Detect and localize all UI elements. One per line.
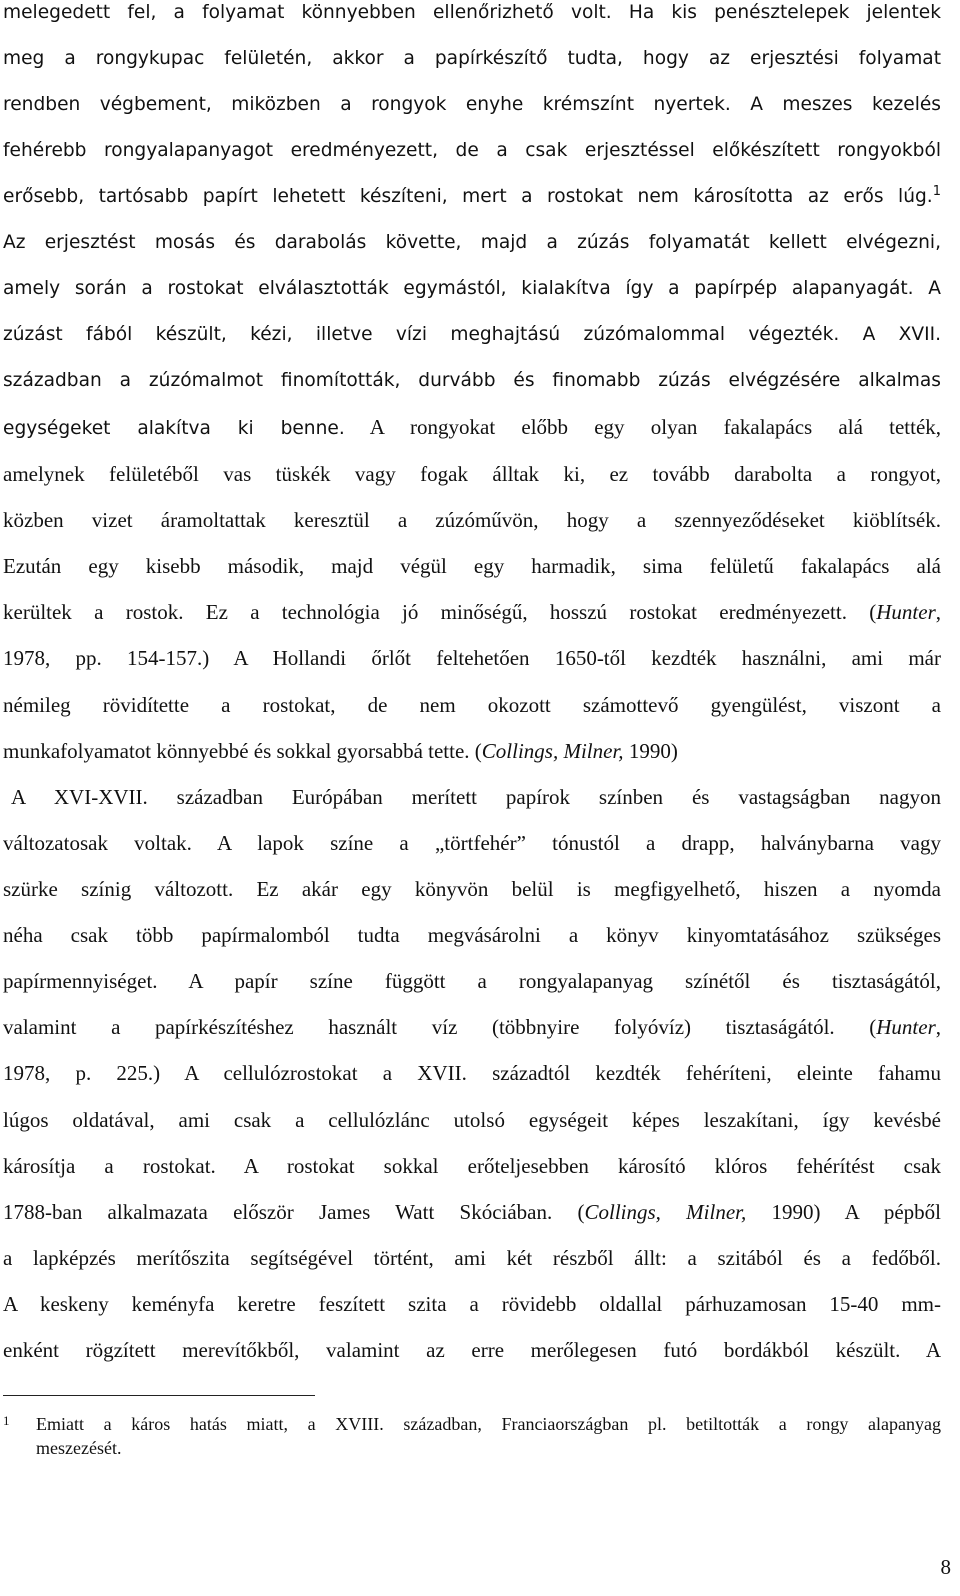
footnote-divider [3,1395,315,1396]
body-line-text: 1990) A pépből [746,1200,942,1224]
body-line [3,1014,941,1040]
body-line-text: erősebb, tartósabb papírt lehetett készíteni, mert a rostokat nem károsította az erős lúg. [3,186,933,207]
body-line [3,599,941,625]
body-line: károsítja a rostokat. A rostokat sokkal erőteljesebben károsító klóros fehérítést csak [3,1154,941,1178]
body-line: melegedett fel, a folyamat könnyebben ellenőrizhető volt. Ha kis penésztelepek jelentek [3,2,941,23]
body-line [3,738,941,764]
body-line: enként rögzített merevítőkből, valamint az erre merőlegesen futó bordákból készült. A [3,1338,941,1362]
body-line-text: egységeket alakítva ki benne. [3,418,345,439]
body-line-text: A rongyokat előbb egy olyan fakalapács alá tették, [369,415,942,439]
body-line: században a zúzómalmot finomították, durvább és finomabb zúzás elvégzésére alkalmas [3,370,941,391]
body-line: A XVI-XVII. században Európában merített papírok színben és vastagságban nagyon [11,785,941,809]
body-line: változatosak voltak. A lapok színe a „törtfehér” tónustól a drapp, halványbarna vagy [3,831,941,855]
body-line-text: , [935,1015,941,1039]
body-line: néha csak több papírmalomból tudta megvásárolni a könyv kinyomtatásához szükséges [3,923,941,947]
body-line: szürke színig változott. Ez akár egy könyvön belül is megfigyelhető, hiszen a nyomda [3,877,941,901]
body-line [3,414,941,440]
body-line: amely során a rostokat elválasztották egymástól, kialakítva így a papírpép alapanyagát. A [3,278,941,299]
body-line: zúzást fából készült, kézi, illetve vízi meghajtású zúzómalommal végezték. A XVII. [3,324,941,345]
footnote-text: meszezését. [36,1438,122,1458]
citation-author: Hunter [876,1015,936,1039]
body-line: Ezután egy kisebb második, majd végül egy harmadik, sima felületű fakalapács alá [3,554,941,578]
body-line: lúgos oldatával, ami csak a cellulózlánc utolsó egységeit képes leszakítani, így kevésbé [3,1108,941,1132]
body-line-text: valamint a papírkészítéshez használt víz (többnyire folyóvíz) tisztaságától. ( [3,1015,877,1039]
body-line-text: 1990) [623,739,678,763]
body-line: A keskeny keményfa keretre feszített szita a rövidebb oldallal párhuzamosan 15-40 mm- [3,1292,941,1316]
footnote-mark: 1 [3,1413,10,1428]
body-line: a lapképzés merítőszita segítségével történt, ami két részből állt: a szitából és a fedőből. [3,1246,941,1270]
body-line-text: kerültek a rostok. Ez a technológia jó minőségű, hosszú rostokat eredményezett. ( [3,600,877,624]
footnote-reference: 1 [932,183,941,199]
body-line-text: munkafolyamatot könnyebbé és sokkal gyorsabbá tette. ( [3,739,482,763]
body-line [3,184,941,210]
body-line: 1978, pp. 154-157.) A Hollandi őrlőt feltehetően 1650-től kezdték használni, ami már [3,646,941,670]
body-line: rendben végbement, miközben a rongyok enyhe krémszínt nyertek. A meszes kezelés [3,94,941,115]
body-line: amelynek felületéből vas tüskék vagy fogak álltak ki, ez tovább darabolta a rongyot, [3,462,941,486]
citation-author: Hunter [876,600,936,624]
page-number: 8 [940,1555,951,1579]
body-line-text: , [935,600,941,624]
footnote-text: Emiatt a káros hatás miatt, a XVIII. században, Franciaországban pl. betiltották a rongy alapanyag [36,1414,941,1434]
citation-author: Collings, Milner, [584,1200,747,1224]
body-line: 1978, p. 225.) A cellulózrostokat a XVII. századtól kezdték fehéríteni, eleinte fahamu [3,1061,941,1085]
body-line: közben vizet áramoltattak keresztül a zúzóművön, hogy a szennyeződéseket kiöblítsék. [3,508,941,532]
body-line-text: 1788-ban alkalmazata először James Watt Skóciában. ( [3,1200,585,1224]
body-line: némileg rövidítette a rostokat, de nem okozott számottevő gyengülést, viszont a [3,693,941,717]
citation-author: Collings, Milner, [481,739,624,763]
body-line: fehérebb rongyalapanyagot eredményezett, de a csak erjesztéssel előkészített rongyokból [3,140,941,161]
body-line: papírmennyiséget. A papír színe függött a rongyalapanyag színétől és tisztaságától, [3,969,941,993]
body-line [3,1199,941,1225]
body-line: meg a rongykupac felületén, akkor a papírkészítő tudta, hogy az erjesztési folyamat [3,48,941,69]
body-line: Az erjesztést mosás és darabolás követte, majd a zúzás folyamatát kellett elvégezni, [3,232,941,253]
